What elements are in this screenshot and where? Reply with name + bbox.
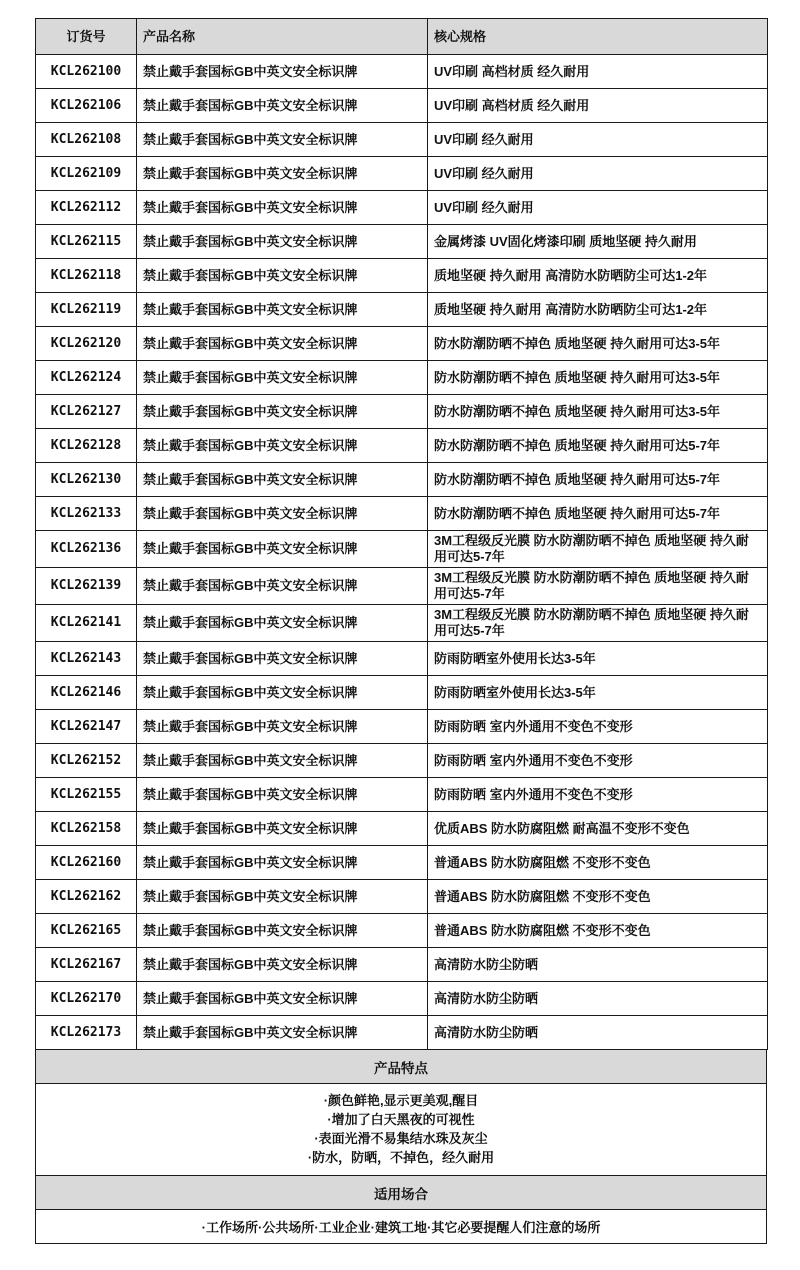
feature-item: ·增加了白天黑夜的可视性 bbox=[327, 1112, 475, 1127]
table-row bbox=[36, 55, 768, 89]
order-number-cell: KCL262108 bbox=[36, 123, 137, 157]
product-name-cell: 禁止戴手套国标GB中英文安全标识牌 bbox=[137, 676, 428, 710]
col-header-spec: 核心规格 bbox=[428, 19, 768, 55]
spec-cell: 防水防潮防晒不掉色 质地坚硬 持久耐用可达5-7年 bbox=[428, 463, 768, 497]
spec-cell: 3M工程级反光膜 防水防潮防晒不掉色 质地坚硬 持久耐用可达5-7年 bbox=[428, 568, 768, 605]
product-name-cell: 禁止戴手套国标GB中英文安全标识牌 bbox=[137, 361, 428, 395]
spec-cell: 普通ABS 防水防腐阻燃 不变形不变色 bbox=[428, 880, 768, 914]
product-name-cell: 禁止戴手套国标GB中英文安全标识牌 bbox=[137, 982, 428, 1016]
table-row bbox=[36, 327, 768, 361]
order-number-cell: KCL262170 bbox=[36, 982, 137, 1016]
product-name-cell: 禁止戴手套国标GB中英文安全标识牌 bbox=[137, 605, 428, 642]
table-row bbox=[36, 744, 768, 778]
table-row bbox=[36, 812, 768, 846]
spec-cell: 防雨防晒室外使用长达3-5年 bbox=[428, 676, 768, 710]
occasions-text: ·工作场所·公共场所·工业企业·建筑工地·其它必要提醒人们注意的场所 bbox=[35, 1209, 767, 1244]
order-number-cell: KCL262152 bbox=[36, 744, 137, 778]
spec-cell: 3M工程级反光膜 防水防潮防晒不掉色 质地坚硬 持久耐用可达5-7年 bbox=[428, 605, 768, 642]
spec-cell: 防水防潮防晒不掉色 质地坚硬 持久耐用可达3-5年 bbox=[428, 395, 768, 429]
col-header-order-no: 订货号 bbox=[36, 19, 137, 55]
table-row bbox=[36, 225, 768, 259]
table-row bbox=[36, 293, 768, 327]
product-name-cell: 禁止戴手套国标GB中英文安全标识牌 bbox=[137, 531, 428, 568]
table-row bbox=[36, 361, 768, 395]
features-section-header: 产品特点 bbox=[35, 1049, 767, 1084]
product-name-cell: 禁止戴手套国标GB中英文安全标识牌 bbox=[137, 429, 428, 463]
table-body bbox=[36, 55, 768, 1050]
order-number-cell: KCL262106 bbox=[36, 89, 137, 123]
spec-cell: 质地坚硬 持久耐用 高清防水防晒防尘可达1-2年 bbox=[428, 293, 768, 327]
order-number-cell: KCL262124 bbox=[36, 361, 137, 395]
order-number-cell: KCL262147 bbox=[36, 710, 137, 744]
table-row bbox=[36, 642, 768, 676]
product-name-cell: 禁止戴手套国标GB中英文安全标识牌 bbox=[137, 123, 428, 157]
product-name-cell: 禁止戴手套国标GB中英文安全标识牌 bbox=[137, 710, 428, 744]
feature-item: ·防水，防晒，不掉色，经久耐用 bbox=[307, 1150, 495, 1165]
table-row bbox=[36, 123, 768, 157]
order-number-cell: KCL262118 bbox=[36, 259, 137, 293]
product-name-cell: 禁止戴手套国标GB中英文安全标识牌 bbox=[137, 259, 428, 293]
order-number-cell: KCL262115 bbox=[36, 225, 137, 259]
spec-cell: 3M工程级反光膜 防水防潮防晒不掉色 质地坚硬 持久耐用可达5-7年 bbox=[428, 531, 768, 568]
spec-cell: 金属烤漆 UV固化烤漆印刷 质地坚硬 持久耐用 bbox=[428, 225, 768, 259]
feature-item: ·表面光滑不易集结水珠及灰尘 bbox=[314, 1131, 488, 1146]
table-header bbox=[36, 19, 768, 55]
table-row bbox=[36, 395, 768, 429]
spec-cell: 普通ABS 防水防腐阻燃 不变形不变色 bbox=[428, 846, 768, 880]
product-name-cell: 禁止戴手套国标GB中英文安全标识牌 bbox=[137, 1016, 428, 1050]
order-number-cell: KCL262160 bbox=[36, 846, 137, 880]
product-name-cell: 禁止戴手套国标GB中英文安全标识牌 bbox=[137, 568, 428, 605]
order-number-cell: KCL262158 bbox=[36, 812, 137, 846]
spec-cell: 防雨防晒 室内外通用不变色不变形 bbox=[428, 710, 768, 744]
order-number-cell: KCL262130 bbox=[36, 463, 137, 497]
table-row bbox=[36, 948, 768, 982]
order-number-cell: KCL262120 bbox=[36, 327, 137, 361]
product-name-cell: 禁止戴手套国标GB中英文安全标识牌 bbox=[137, 191, 428, 225]
spec-cell: UV印刷 经久耐用 bbox=[428, 191, 768, 225]
product-name-cell: 禁止戴手套国标GB中英文安全标识牌 bbox=[137, 880, 428, 914]
table-row bbox=[36, 710, 768, 744]
spec-cell: 普通ABS 防水防腐阻燃 不变形不变色 bbox=[428, 914, 768, 948]
spec-cell: 质地坚硬 持久耐用 高清防水防晒防尘可达1-2年 bbox=[428, 259, 768, 293]
order-number-cell: KCL262165 bbox=[36, 914, 137, 948]
order-number-cell: KCL262128 bbox=[36, 429, 137, 463]
header-row bbox=[36, 19, 768, 55]
spec-cell: 防水防潮防晒不掉色 质地坚硬 持久耐用可达3-5年 bbox=[428, 327, 768, 361]
table-row bbox=[36, 880, 768, 914]
table-row bbox=[36, 982, 768, 1016]
spec-cell: 防水防潮防晒不掉色 质地坚硬 持久耐用可达5-7年 bbox=[428, 429, 768, 463]
spec-cell: UV印刷 高档材质 经久耐用 bbox=[428, 89, 768, 123]
product-name-cell: 禁止戴手套国标GB中英文安全标识牌 bbox=[137, 157, 428, 191]
product-name-cell: 禁止戴手套国标GB中英文安全标识牌 bbox=[137, 327, 428, 361]
table-row bbox=[36, 605, 768, 642]
spec-cell: 防雨防晒 室内外通用不变色不变形 bbox=[428, 778, 768, 812]
order-number-cell: KCL262127 bbox=[36, 395, 137, 429]
table-row bbox=[36, 778, 768, 812]
order-number-cell: KCL262143 bbox=[36, 642, 137, 676]
table-row bbox=[36, 259, 768, 293]
spec-cell: UV印刷 高档材质 经久耐用 bbox=[428, 55, 768, 89]
spec-cell: 优质ABS 防水防腐阻燃 耐高温不变形不变色 bbox=[428, 812, 768, 846]
order-number-cell: KCL262119 bbox=[36, 293, 137, 327]
product-name-cell: 禁止戴手套国标GB中英文安全标识牌 bbox=[137, 89, 428, 123]
feature-item: ·颜色鲜艳,显示更美观,醒目 bbox=[323, 1093, 479, 1108]
order-number-cell: KCL262133 bbox=[36, 497, 137, 531]
spec-cell: 防水防潮防晒不掉色 质地坚硬 持久耐用可达5-7年 bbox=[428, 497, 768, 531]
spec-cell: 高清防水防尘防晒 bbox=[428, 948, 768, 982]
product-name-cell: 禁止戴手套国标GB中英文安全标识牌 bbox=[137, 642, 428, 676]
product-name-cell: 禁止戴手套国标GB中英文安全标识牌 bbox=[137, 948, 428, 982]
product-name-cell: 禁止戴手套国标GB中英文安全标识牌 bbox=[137, 812, 428, 846]
order-number-cell: KCL262109 bbox=[36, 157, 137, 191]
order-number-cell: KCL262167 bbox=[36, 948, 137, 982]
table-row bbox=[36, 429, 768, 463]
table-row bbox=[36, 89, 768, 123]
features-list bbox=[35, 1083, 767, 1176]
table-row bbox=[36, 463, 768, 497]
product-name-cell: 禁止戴手套国标GB中英文安全标识牌 bbox=[137, 497, 428, 531]
spec-cell: 防水防潮防晒不掉色 质地坚硬 持久耐用可达3-5年 bbox=[428, 361, 768, 395]
order-number-cell: KCL262112 bbox=[36, 191, 137, 225]
table-row bbox=[36, 1016, 768, 1050]
order-number-cell: KCL262146 bbox=[36, 676, 137, 710]
product-name-cell: 禁止戴手套国标GB中英文安全标识牌 bbox=[137, 846, 428, 880]
spec-cell: UV印刷 经久耐用 bbox=[428, 157, 768, 191]
spec-cell: 高清防水防尘防晒 bbox=[428, 1016, 768, 1050]
product-table bbox=[35, 18, 768, 1050]
order-number-cell: KCL262139 bbox=[36, 568, 137, 605]
order-number-cell: KCL262162 bbox=[36, 880, 137, 914]
col-header-product-name: 产品名称 bbox=[137, 19, 428, 55]
table-row bbox=[36, 568, 768, 605]
spec-cell: 防雨防晒 室内外通用不变色不变形 bbox=[428, 744, 768, 778]
spec-cell: 防雨防晒室外使用长达3-5年 bbox=[428, 642, 768, 676]
order-number-cell: KCL262141 bbox=[36, 605, 137, 642]
occasions-section-header: 适用场合 bbox=[35, 1175, 767, 1210]
order-number-cell: KCL262136 bbox=[36, 531, 137, 568]
order-number-cell: KCL262155 bbox=[36, 778, 137, 812]
table-row bbox=[36, 676, 768, 710]
spec-cell: 高清防水防尘防晒 bbox=[428, 982, 768, 1016]
table-row bbox=[36, 157, 768, 191]
spec-cell: UV印刷 经久耐用 bbox=[428, 123, 768, 157]
table-row bbox=[36, 846, 768, 880]
table-row bbox=[36, 497, 768, 531]
table-row bbox=[36, 531, 768, 568]
product-name-cell: 禁止戴手套国标GB中英文安全标识牌 bbox=[137, 778, 428, 812]
product-name-cell: 禁止戴手套国标GB中英文安全标识牌 bbox=[137, 293, 428, 327]
table-row bbox=[36, 914, 768, 948]
table-row bbox=[36, 191, 768, 225]
product-name-cell: 禁止戴手套国标GB中英文安全标识牌 bbox=[137, 463, 428, 497]
product-name-cell: 禁止戴手套国标GB中英文安全标识牌 bbox=[137, 55, 428, 89]
product-name-cell: 禁止戴手套国标GB中英文安全标识牌 bbox=[137, 744, 428, 778]
order-number-cell: KCL262173 bbox=[36, 1016, 137, 1050]
product-name-cell: 禁止戴手套国标GB中英文安全标识牌 bbox=[137, 914, 428, 948]
product-name-cell: 禁止戴手套国标GB中英文安全标识牌 bbox=[137, 225, 428, 259]
product-name-cell: 禁止戴手套国标GB中英文安全标识牌 bbox=[137, 395, 428, 429]
order-number-cell: KCL262100 bbox=[36, 55, 137, 89]
